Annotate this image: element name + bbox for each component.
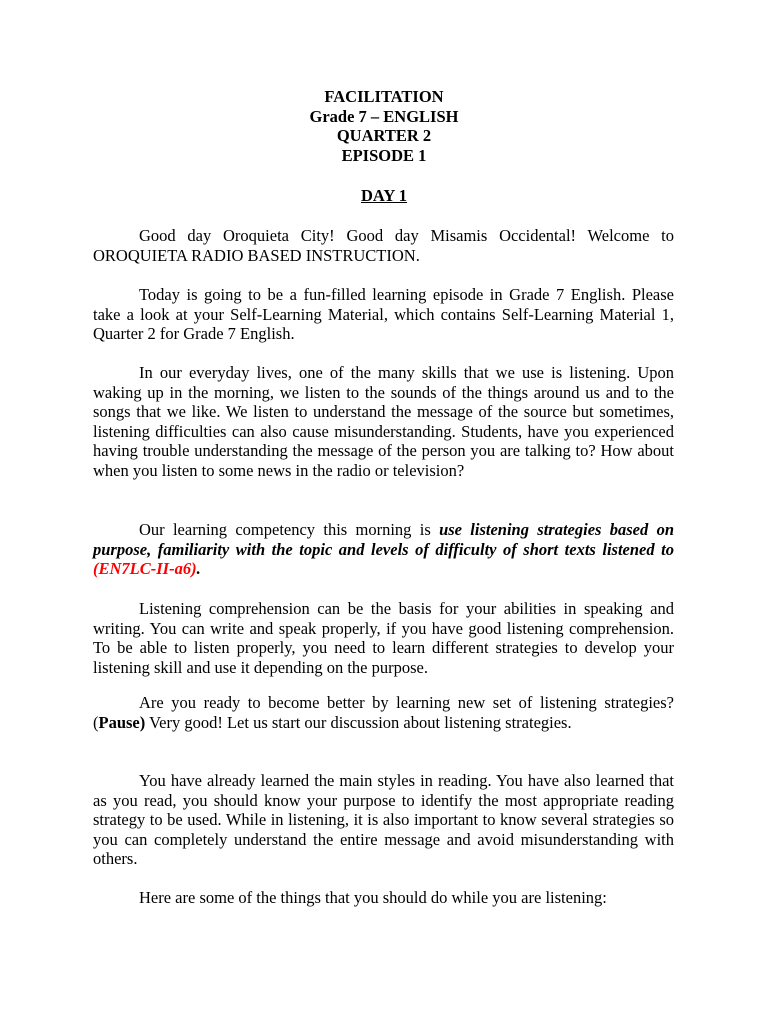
paragraph-competency <box>93 520 674 579</box>
day-heading: DAY 1 <box>361 186 407 205</box>
ready-lead: Are you ready to become better by learning new set of listening strategies? ( <box>93 693 674 732</box>
competency-end: . <box>196 559 201 579</box>
paragraph-things-to-do: Here are some of the things that you should do while you are listening: <box>139 888 607 907</box>
header-grade: Grade 7 – ENGLISH <box>309 106 459 126</box>
paragraph-ready <box>93 693 674 732</box>
paragraph-intro: Today is going to be a fun-filled learning episode in Grade 7 English. Please take a look at your Self-Learning Material, which contains Self-Learning Material 1, Quarter 2 for Grade 7 English. <box>93 285 674 344</box>
header-quarter: QUARTER 2 <box>336 126 432 146</box>
paragraph-greeting: Good day Oroquieta City! Good day Misamis Occidental! Welcome to OROQUIETA RADIO BASED INSTRUCTION. <box>93 226 674 265</box>
paragraph-listening: In our everyday lives, one of the many skills that we use is listening. Upon waking up in the morning, we listen to the sounds of the things around us and to the songs that we like. We listen to understand the message of the source but sometimes, listening difficulties can also cause misunderstanding. Students, have you experienced having trouble understanding the message of the person you are talking to? How about when you listen to some news in the radio or television? <box>93 363 674 480</box>
paragraph-comprehension: Listening comprehension can be the basis for your abilities in speaking and writing. You can write and speak properly, if you have good listening comprehension. To be able to listen properly, you need to learn different strategies to develop your listening skill and use it depending on the purpose. <box>93 599 674 677</box>
paragraph-reading-styles: You have already learned the main styles in reading. You have also learned that as you read, you should know your purpose to identify the most appropriate reading strategy to be used. While in listening, it is also important to know several strategies so you can completely understand the entire message and avoid misunderstanding with others. <box>93 771 674 869</box>
document-header <box>0 87 768 165</box>
competency-code: (EN7LC-II-a6) <box>93 559 197 579</box>
competency-text: use listening strategies based on purpose, familiarity with the topic and levels of difficulty of short texts listened to <box>93 520 674 559</box>
pause-cue: Pause) <box>98 712 146 732</box>
header-facilitation: FACILITATION <box>324 87 444 106</box>
ready-rest: Very good! Let us start our discussion about listening strategies. <box>145 712 572 732</box>
competency-lead: Our learning competency this morning is <box>139 520 440 539</box>
header-episode: EPISODE 1 <box>341 145 427 165</box>
